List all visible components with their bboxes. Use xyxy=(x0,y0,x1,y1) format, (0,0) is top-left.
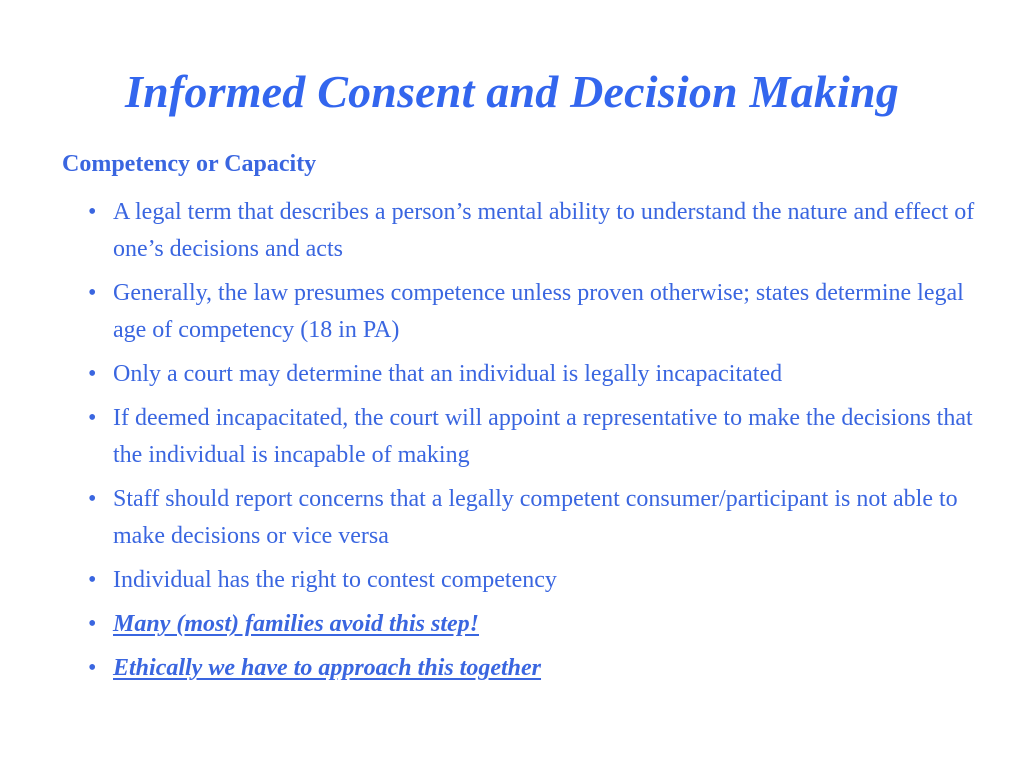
section-heading: Competency or Capacity xyxy=(62,151,317,177)
bullet-item-emphasis xyxy=(88,606,993,643)
bullet-dot-icon: • xyxy=(88,611,97,637)
bullet-dot-icon: • xyxy=(88,655,97,681)
bullet-item xyxy=(88,400,993,474)
bullet-text-emphasis: Many (most) families avoid this step! xyxy=(113,611,479,637)
slide-title: Informed Consent and Decision Making xyxy=(125,66,899,117)
bullet-dot-icon: • xyxy=(88,567,97,593)
bullet-text: If deemed incapacitated, the court will appoint a representative to make the decisions that the individual is incapable of making xyxy=(113,405,973,468)
bullet-text: Generally, the law presumes competence unless proven otherwise; states determine legal age of competency (18 in PA) xyxy=(113,280,964,343)
bullet-dot-icon: • xyxy=(88,486,97,512)
bullet-item xyxy=(88,194,993,268)
bullet-item-emphasis xyxy=(88,650,993,687)
bullet-text: Staff should report concerns that a legally competent consumer/participant is not able to make decisions or vice versa xyxy=(113,486,958,549)
bullet-item xyxy=(88,562,993,599)
bullet-text: Only a court may determine that an individual is legally incapacitated xyxy=(113,361,783,387)
bullet-dot-icon: • xyxy=(88,199,97,225)
bullet-text: Individual has the right to contest competency xyxy=(113,567,557,593)
bullet-list xyxy=(88,194,993,694)
bullet-text-emphasis: Ethically we have to approach this together xyxy=(113,655,542,681)
bullet-item xyxy=(88,481,993,555)
bullet-dot-icon: • xyxy=(88,280,97,306)
bullet-text: A legal term that describes a person’s mental ability to understand the nature and effect of one’s decisions and acts xyxy=(113,199,975,262)
bullet-dot-icon: • xyxy=(88,405,97,431)
bullet-item xyxy=(88,356,993,393)
bullet-item xyxy=(88,275,993,349)
bullet-dot-icon: • xyxy=(88,361,97,387)
